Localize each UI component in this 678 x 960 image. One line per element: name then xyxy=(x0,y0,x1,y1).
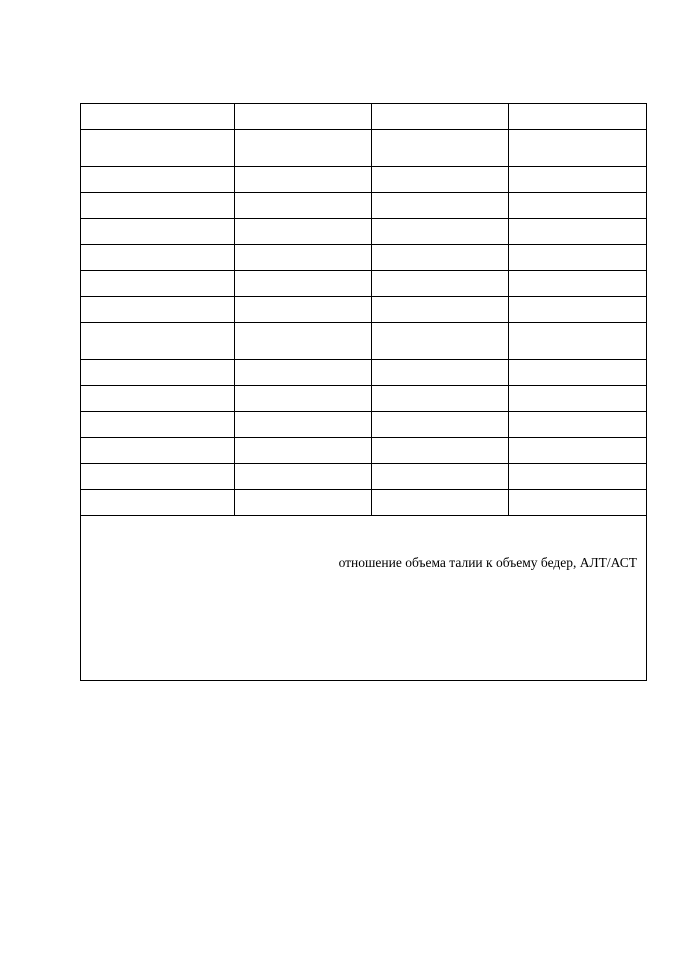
table-cell xyxy=(509,464,647,490)
table-cell xyxy=(81,245,235,271)
table-cell xyxy=(509,323,647,360)
table-cell xyxy=(235,167,372,193)
table-cell xyxy=(372,219,509,245)
table-row xyxy=(81,386,647,412)
table-row xyxy=(81,219,647,245)
table-row xyxy=(81,130,647,167)
table-cell xyxy=(235,464,372,490)
table-footer-row xyxy=(81,516,647,681)
table-cell xyxy=(372,386,509,412)
table-cell xyxy=(509,219,647,245)
table-row xyxy=(81,464,647,490)
table-row xyxy=(81,297,647,323)
table-cell xyxy=(81,104,235,130)
table-cell xyxy=(235,271,372,297)
table-cell xyxy=(235,219,372,245)
table-cell xyxy=(81,323,235,360)
table-cell xyxy=(81,464,235,490)
table-cell xyxy=(81,130,235,167)
table-row xyxy=(81,490,647,516)
table-cell xyxy=(235,360,372,386)
table-cell xyxy=(372,464,509,490)
table-row xyxy=(81,167,647,193)
table-cell xyxy=(81,386,235,412)
table-row xyxy=(81,323,647,360)
table-cell xyxy=(235,104,372,130)
table-row xyxy=(81,438,647,464)
table-cell xyxy=(509,130,647,167)
table-cell xyxy=(509,412,647,438)
table-cell xyxy=(372,130,509,167)
table-cell xyxy=(235,412,372,438)
data-table xyxy=(80,103,647,681)
table-cell xyxy=(509,104,647,130)
table-cell xyxy=(235,323,372,360)
table-cell xyxy=(235,297,372,323)
abbreviations-note: отношение объема талии к объему бедер, АЛТ/АСТ xyxy=(338,555,637,570)
table-cell xyxy=(509,271,647,297)
table-cell xyxy=(81,193,235,219)
table-row xyxy=(81,271,647,297)
table-row xyxy=(81,360,647,386)
table-cell xyxy=(509,490,647,516)
table-cell xyxy=(372,167,509,193)
table-cell xyxy=(509,438,647,464)
table-cell xyxy=(235,438,372,464)
table-cell xyxy=(81,438,235,464)
table-cell xyxy=(235,193,372,219)
table-cell xyxy=(372,193,509,219)
table-cell xyxy=(509,297,647,323)
table-cell xyxy=(372,490,509,516)
table-cell xyxy=(372,271,509,297)
table-cell xyxy=(372,412,509,438)
table-cell xyxy=(81,271,235,297)
table-row xyxy=(81,193,647,219)
table-cell xyxy=(81,167,235,193)
table-row xyxy=(81,245,647,271)
table-cell xyxy=(235,130,372,167)
table-cell xyxy=(81,360,235,386)
table-cell xyxy=(372,245,509,271)
table-cell xyxy=(509,360,647,386)
table-cell xyxy=(81,490,235,516)
table-cell xyxy=(509,167,647,193)
table-cell xyxy=(372,104,509,130)
table-cell xyxy=(372,297,509,323)
table-cell xyxy=(372,323,509,360)
table-row xyxy=(81,412,647,438)
table-cell xyxy=(509,245,647,271)
table-row xyxy=(81,104,647,130)
table-cell xyxy=(509,193,647,219)
table-cell xyxy=(235,245,372,271)
table-cell xyxy=(235,490,372,516)
table-cell xyxy=(509,386,647,412)
table-cell xyxy=(372,360,509,386)
table-cell xyxy=(235,386,372,412)
table-cell xyxy=(81,412,235,438)
table-cell xyxy=(81,219,235,245)
table-cell xyxy=(81,297,235,323)
table-footer-cell xyxy=(81,516,647,681)
table-cell xyxy=(372,438,509,464)
